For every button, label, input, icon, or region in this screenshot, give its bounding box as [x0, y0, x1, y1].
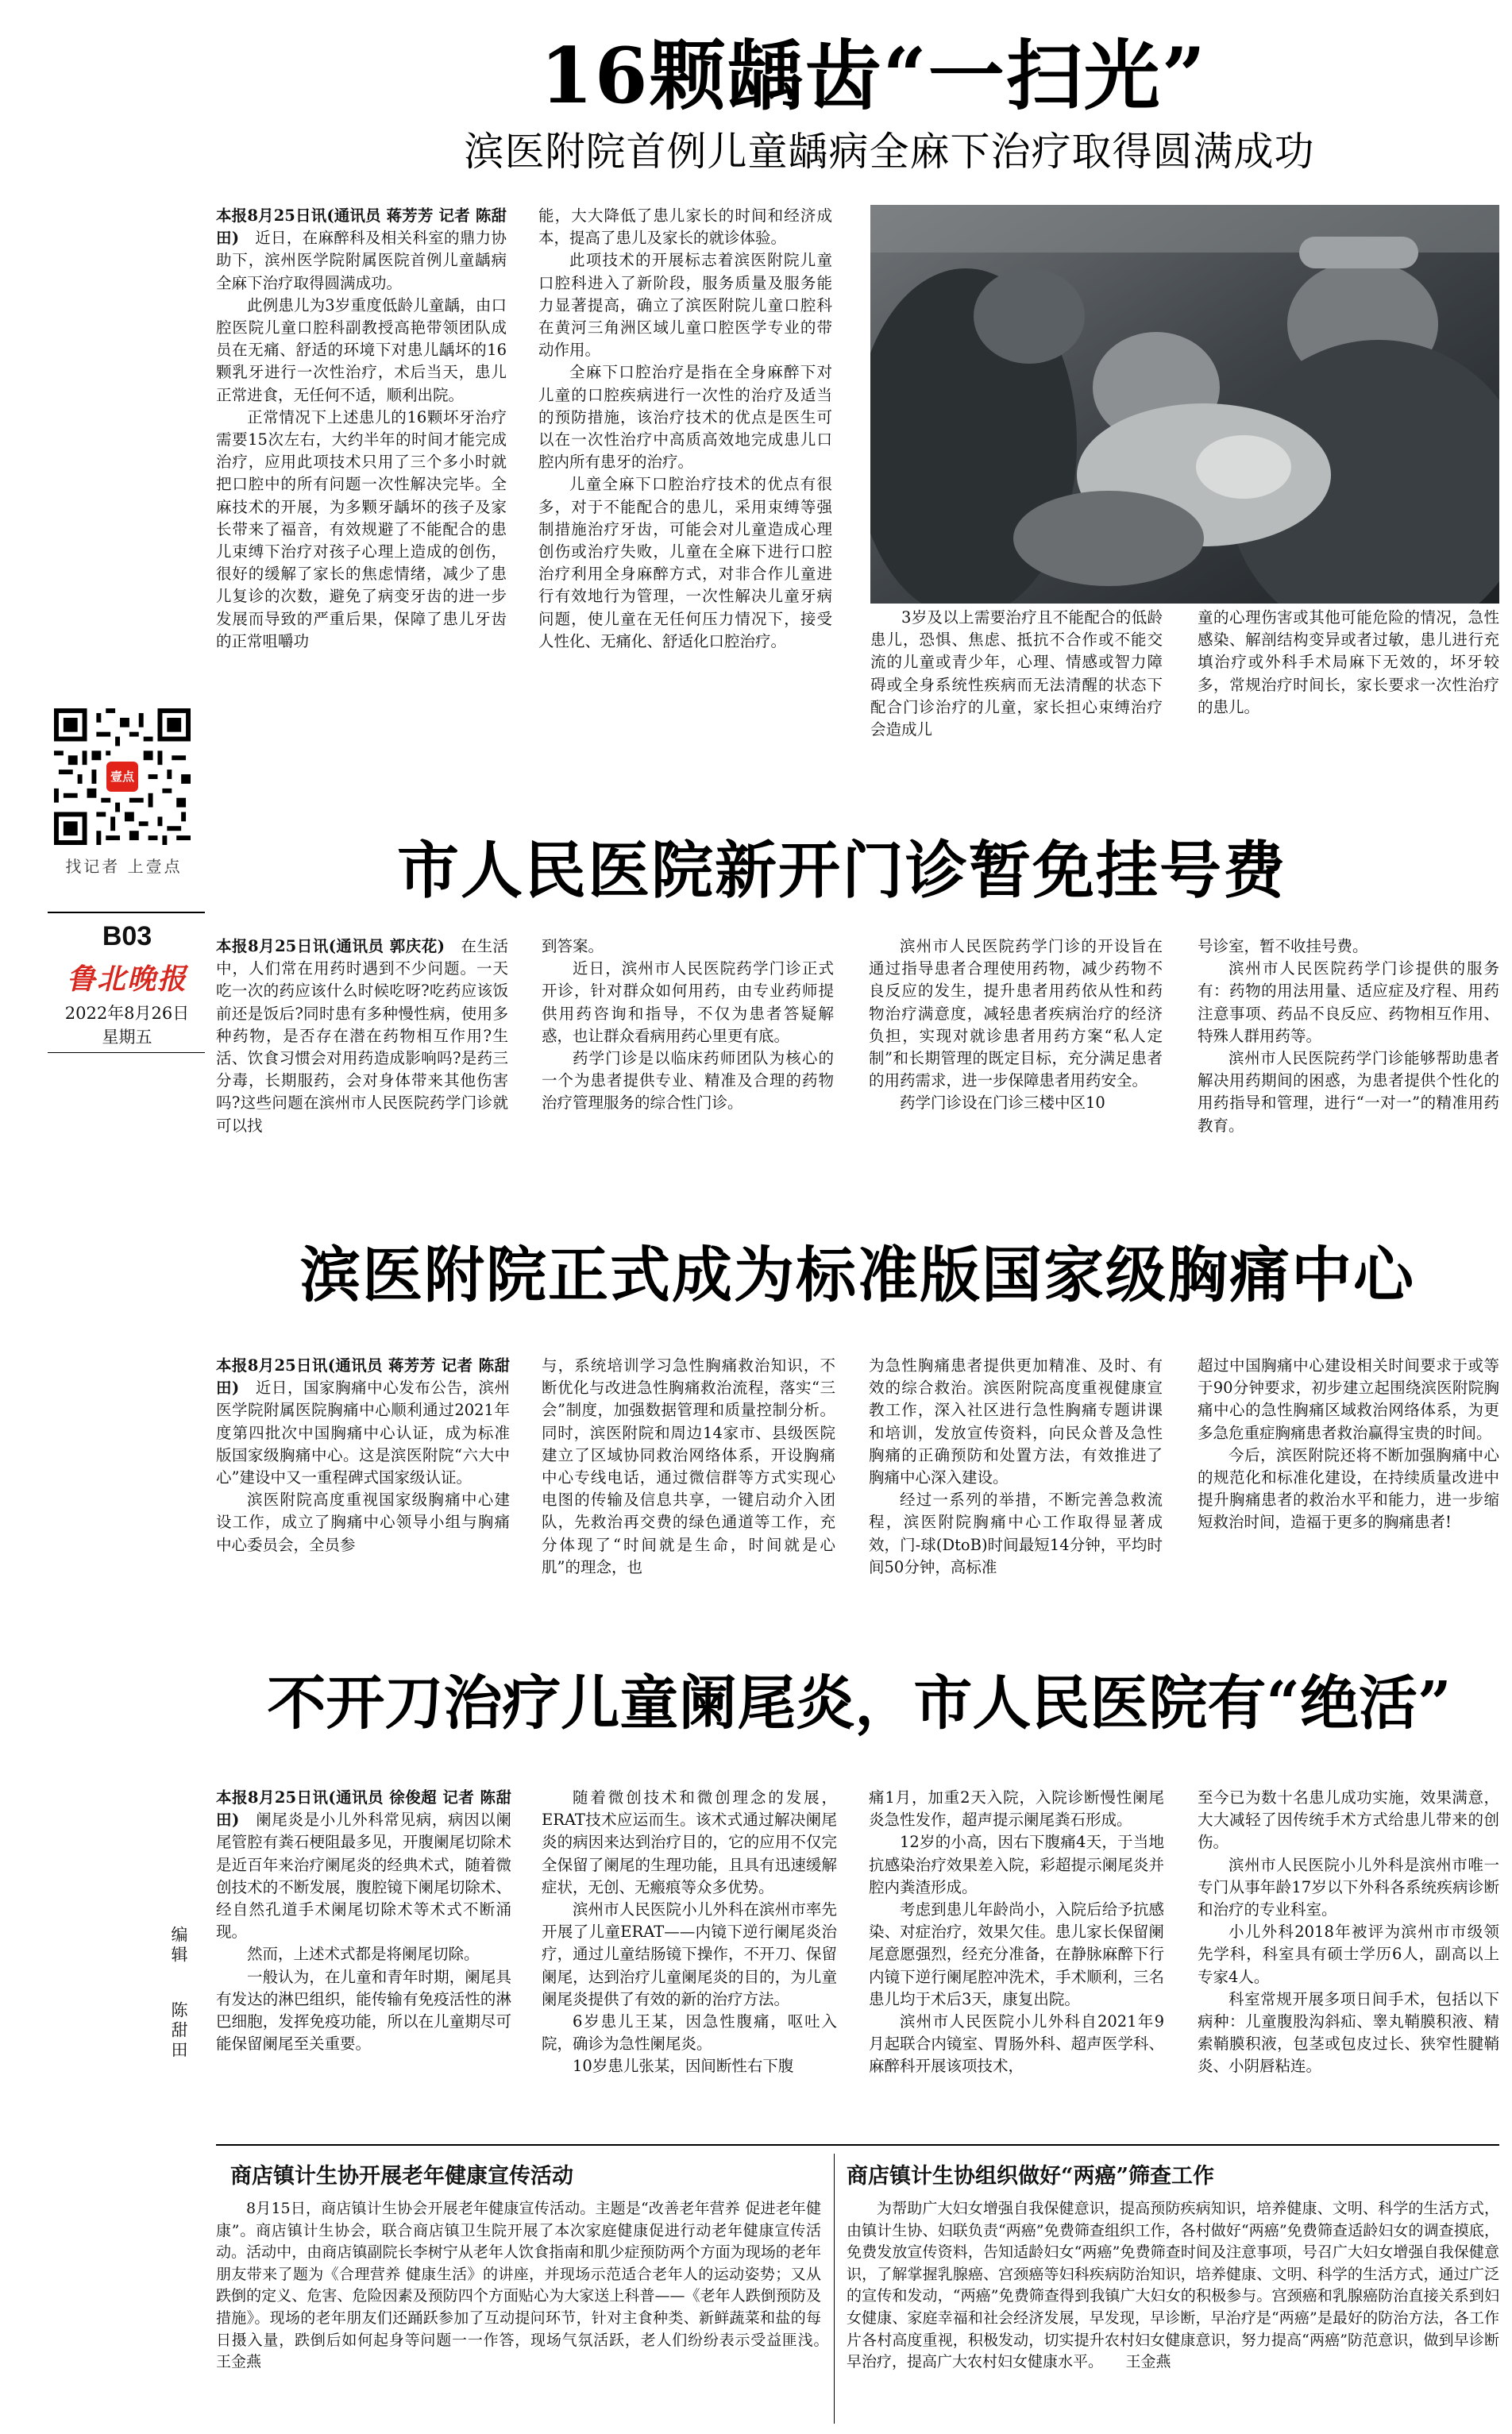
a3-col1: 本报8月25日讯(通讯员 蒋芳芳 记者 陈甜田) 近日，国家胸痛中心发布公告，滨州医学院附属医院胸痛中心顺利通过2021年度第四批次中国胸痛中心认证，成为标准版国家级胸痛中心。这是滨医附院“六大中心”建设中又一重程碑式国家级认证。 滨医附院高度重视国家级胸痛中心建设工作，成立了胸痛中心领导小组与胸痛中心委员会，全员参	[216, 1356, 510, 1554]
a2-col4: 号诊室，暂不收挂号费。 滨州市人民医院药学门诊提供的服务有：药物的用法用量、适应症及疗程、用药注意事项、药品不良反应、药物相互作用、特殊人群用药等。 滨州市人民医院药学门诊能够帮助患者解决用药期间的困惑，为患者提供个性化的用药指导和管理，进行“一对一”的精准用药教育。	[1198, 937, 1499, 1135]
qr-caption: 找记者 上壹点	[65, 857, 183, 876]
a3-headline: 滨医附院正式成为标准版国家级胸痛中心	[300, 1240, 1415, 1310]
a2-col3: 滨州市人民医院药学门诊的开设旨在通过指导患者合理使用药物，减少药物不良反应的发生，提升患者用药依从性和药物治疗满意度，减轻患者疾病治疗的经济负担，实现对就诊患者用药方案“私人定制”和长期管理的既定目标，充分满足患者的用药需求，进一步保障患者用药安全。 药学门诊设在门诊三楼中区10	[869, 937, 1163, 1113]
a1-headline: 16颗龋齿“一扫光”	[539, 31, 1208, 121]
margin-divider	[48, 912, 205, 913]
a2-col2: 到答案。 近日，滨州市人民医院药学门诊正式开诊，针对群众如何用药，由专业药师提供用药咨询和指导，不仅为患者答疑解惑，也让群众看病用药心里更有底。 药学门诊是以临床药师团队为核心的一个为患者提供专业、精准及合理的药物治疗管理服务的综合性门诊。	[542, 937, 834, 1113]
paper-name-logo: 鲁北晚报	[66, 962, 187, 996]
a6-body: 为帮助广大妇女增强自我保健意识，提高预防疾病知识，培养健康、文明、科学的生活方式，由镇计生协、妇联负责“两癌”免费筛查组织工作，各村做好“两癌”免费筛查适龄妇女的调查摸底，免费发放宣传资料，告知适龄妇女“两癌”免费筛查时间及注意事项，号召广大妇女增强自我保健意识，了解掌握乳腺癌、宫颈癌等妇科疾病防治知识，培养健康、文明、科学的生活方式，通过广泛的宣传和发动，“两癌”免费筛查得到我镇广大妇女的积极参与。宫颈癌和乳腺癌防治直接关系到妇女健康、家庭幸福和社会经济发展，早发现，早诊断，早治疗是“两癌”是最好的防治方法，各工作片各村高度重视，积极发动，切实提升农村妇女健康意识，努力提高“两癌”防范意识，做到早诊断早治疗，提高广大农村妇女健康水平。	[847, 2200, 1499, 2371]
a3-col2: 与，系统培训学习急性胸痛救治知识，不断优化与改进急性胸痛救治流程，落实“三会”制度，加强数据管理和质量控制分析。同时，滨医附院和周边14家市、县级医院建立了区域协同救治网络体系，开设胸痛中心专线电话，通过微信群等方式实现心电图的传输及信息共享，一键启动介入团队，先救治再交费的绿色通道等工作，充分体现了“时间就是生命，时间就是心肌”的理念，也	[542, 1356, 835, 1576]
bottom-divider	[216, 2144, 1499, 2146]
surgery-photo-graphic	[870, 205, 1499, 604]
a1-col1: 本报8月25日讯(通讯员 蒋芳芳 记者 陈甜田) 近日，在麻醉科及相关科室的鼎力协助下，滨州医学院附属医院首例儿童龋病全麻下治疗取得圆满成功。 此例患儿为3岁重度低龄儿童龋，由口腔医院儿童口腔科副教授高艳带领团队成员在无痛、舒适的环境下对患儿龋坏的16颗乳牙进行一次性治疗，术后当天，患儿正常进食，无任何不适，顺利出院。 正常情况下上述患儿的16颗坏牙治疗需要15次左右，大约半年的时间才能完成治疗，应用此项技术只用了三个多小时就把口腔中的所有问题一次性解决完毕。全麻技术的开展，为多颗牙龋坏的孩子及家长带来了福音，有效规避了不能配合的患儿束缚下治疗对孩子心理上造成的创伤，很好的缓解了家长的焦虑情绪，减少了患儿复诊的次数，避免了病变牙齿的进一步发展而导致的严重后果，保障了患儿牙齿的正常咀嚼功	[216, 206, 507, 650]
margin-divider-2	[48, 1052, 205, 1053]
surgery-photo	[870, 205, 1499, 604]
a6-author: 王金燕	[1125, 2353, 1171, 2371]
a5-author: 王金燕	[216, 2353, 262, 2371]
a5-body-wrap	[216, 2198, 821, 2428]
a1-col4: 童的心理伤害或其他可能危险的情况，急性感染、解剖结构变异或者过敏，患儿进行充填治疗或外科手术局麻下无效的，坏牙较多，常规治疗时间长，家长要求一次性治疗的患儿。	[1198, 608, 1499, 716]
a4-headline: 不开刀治疗儿童阑尾炎，市人民医院有“绝活”	[267, 1669, 1452, 1738]
a2-col1: 本报8月25日讯(通讯员 郭庆花) 在生活中，人们常在用药时遇到不少问题。一天吃一次的药应该什么时候吃呀?吃药应该饭前还是饭后?同时患有多种慢性病，使用多种药物，是否存在潜在药物相互作用?生活、饮食习惯会对用药造成影响吗?是药三分毒，长期服药，会对身体带来其他伤害吗?这些问题在滨州市人民医院药学门诊就可以找	[216, 937, 508, 1135]
a3-col4: 超过中国胸痛中心建设相关时间要求于或等于90分钟要求，初步建立起围绕滨医附院胸痛中心的急性胸痛区域救治网络体系，为更多急危重症胸痛患者救治赢得宝贵的时间。 今后，滨医附院还将不断加强胸痛中心的规范化和标准化建设，在持续质量改进中提升胸痛患者的救治水平和能力，进一步缩短救治时间，造福于更多的胸痛患者!	[1198, 1356, 1499, 1532]
qr-code[interactable]	[54, 708, 191, 845]
a4-col1: 本报8月25日讯(通讯员 徐俊超 记者 陈甜田) 阑尾炎是小儿外科常见病，病因以阑尾管腔有粪石梗阻最多见，开腹阑尾切除术是近百年来治疗阑尾炎的经典术式，随着微创技术的不断发展，腹腔镜下阑尾切除术、经自然孔道手术阑尾切除术等术式不断涌现。 然而，上述术式都是将阑尾切除。 一般认为，在儿童和青年时期，阑尾具有发达的淋巴组织，能传输有免疫活性的淋巴细胞，发挥免疫功能，所以在儿童期尽可能保留阑尾至关重要。	[216, 1788, 511, 2054]
a2-byline: 本报8月25日讯(通讯员 郭庆花)	[216, 937, 445, 955]
bottom-col-divider	[834, 2154, 835, 2424]
a2-headline: 市人民医院新开门诊暂免挂号费	[396, 835, 1286, 907]
a4-col2: 随着微创技术和微创理念的发展，ERAT技术应运而生。该术式通过解决阑尾炎的病因来达到治疗目的，它的应用不仅完全保留了阑尾的生理功能，且具有迅速缓解症状，无创、无瘢痕等众多优势。 滨州市人民医院小儿外科在滨州市率先开展了儿童ERAT——内镜下逆行阑尾炎治疗，通过儿童结肠镜下操作，不开刀、保留阑尾，达到治疗儿童阑尾炎的目的，为儿童阑尾炎提供了有效的新的治疗方法。 6岁患儿王某，因急性腹痛，呕吐入院，确诊为急性阑尾炎。 10岁患儿张某，因间断性右下腹	[542, 1788, 837, 2076]
a5-body: 8月15日，商店镇计生协会开展老年健康宣传活动。主题是“改善老年营养 促进老年健康”。商店镇计生协会，联合商店镇卫生院开展了本次家庭健康促进行动老年健康宣传活动。活动中，由商店镇副院长李树宁从老年人饮食指南和肌少症预防两个方面为现场的老年朋友带来了题为《合理营养 健康生活》的讲座，并现场示范适合老年人的运动姿势；又从跌倒的定义、危害、危险因素及预防四个方面贴心为大家送上科普——《老年人跌倒预防及措施》。现场的老年朋友们还踊跃参加了互动提问环节，针对主食种类、新鲜蔬菜和盐的每日摄入量，跌倒后如何起身等问题一一作答，现场气氛活跃，老人们纷纷表示受益匪浅。	[216, 2200, 821, 2349]
a3-col3: 为急性胸痛患者提供更加精准、及时、有效的综合救治。滨医附院高度重视健康宣教工作，深入社区进行急性胸痛专题讲课和培训，发放宣传资料，向民众普及急性胸痛的正确预防和处置方法，有效推进了胸痛中心深入建设。 经过一系列的举措，不断完善急救流程，滨医附院胸痛中心工作取得显著成效，门-球(DtoB)时间最短14分钟，平均时间50分钟，高标准	[869, 1356, 1163, 1576]
issue-date: 2022年8月26日	[64, 1004, 190, 1023]
editor-label: 编辑	[169, 1926, 188, 1965]
a1-subheadline: 滨医附院首例儿童龋病全麻下治疗取得圆满成功	[464, 129, 1315, 175]
a4-byline: 本报8月25日讯(通讯员 徐俊超 记者 陈甜田)	[216, 1788, 511, 1830]
a5-headline: 商店镇计生协开展老年健康宣传活动	[230, 2164, 573, 2189]
a1-col3: 3岁及以上需要治疗且不能配合的低龄患儿，恐惧、焦虑、抵抗不合作或不能交流的儿童或青少年，心理、情感或智力障碍或全身系统性疾病而无法清醒的状态下配合门诊治疗的儿童，家长担心束缚治疗会造成儿	[870, 608, 1163, 739]
issue-weekday: 星期五	[102, 1028, 152, 1047]
a6-body-wrap	[847, 2198, 1499, 2428]
a1-col2: 能，大大降低了患儿家长的时间和经济成本，提高了患儿及家长的就诊体验。 此项技术的开展标志着滨医附院儿童口腔科进入了新阶段，服务质量及服务能力显著提高，确立了滨医附院儿童口腔科在黄河三角洲区域儿童口腔医学专业的带动作用。 全麻下口腔治疗是指在全身麻醉下对儿童的口腔疾病进行一次性的治疗及适当的预防措施，该治疗技术的优点是医生可以在一次性治疗中高质高效地完成患儿口腔内所有患牙的治疗。 儿童全麻下口腔治疗技术的优点有很多，对于不能配合的患儿，采用束缚等强制措施治疗牙齿，可能会对儿童造成心理创伤或治疗失败，儿童在全麻下进行口腔治疗利用全身麻醉方式，对非合作儿童进行有效地行为管理，一次性解决儿童牙病问题，使儿童在无任何压力情况下，接受人性化、无痛化、舒适化口腔治疗。	[538, 206, 832, 650]
editor-name: 陈甜田	[169, 2001, 188, 2061]
page-number: B03	[102, 921, 152, 951]
a4-col3: 痛1月，加重2天入院，入院诊断慢性阑尾炎急性发作，超声提示阑尾粪石形成。 12岁的小高，因右下腹痛4天，于当地抗感染治疗效果差入院，彩超提示阑尾炎并腔内粪渣形成。 考虑到患儿年龄尚小，入院后给予抗感染、对症治疗，效果欠佳。患儿家长保留阑尾意愿强烈，经充分准备，在静脉麻醉下行内镜下逆行阑尾腔冲洗术，手术顺利，三名患儿均于术后3天，康复出院。 滨州市人民医院小儿外科自2021年9月起联合内镜室、胃肠外科、超声医学科、麻醉科开展该项技术，	[869, 1788, 1164, 2076]
a4-col4: 至今已为数十名患儿成功实施，效果满意，大大减轻了因传统手术方式给患儿带来的创伤。 滨州市人民医院小儿外科是滨州市唯一专门从事年龄17岁以下外科各系统疾病诊断和治疗的专业科室。 小儿外科2018年被评为滨州市市级领先学科，科室具有硕士学历6人，副高以上专家4人。 科室常规开展多项日间手术，包括以下病种：儿童腹股沟斜疝、睾丸鞘膜积液、精索鞘膜积液，包茎或包皮过长、狭窄性腱鞘炎、小阴唇粘连。	[1198, 1788, 1499, 2076]
a1-byline: 本报8月25日讯(通讯员 蒋芳芳 记者 陈甜田)	[216, 206, 507, 248]
a3-byline: 本报8月25日讯(通讯员 蒋芳芳 记者 陈甜田)	[216, 1356, 510, 1398]
a6-headline: 商店镇计生协组织做好“两癌”筛查工作	[847, 2164, 1215, 2189]
qr-badge: 壹点	[106, 762, 138, 792]
